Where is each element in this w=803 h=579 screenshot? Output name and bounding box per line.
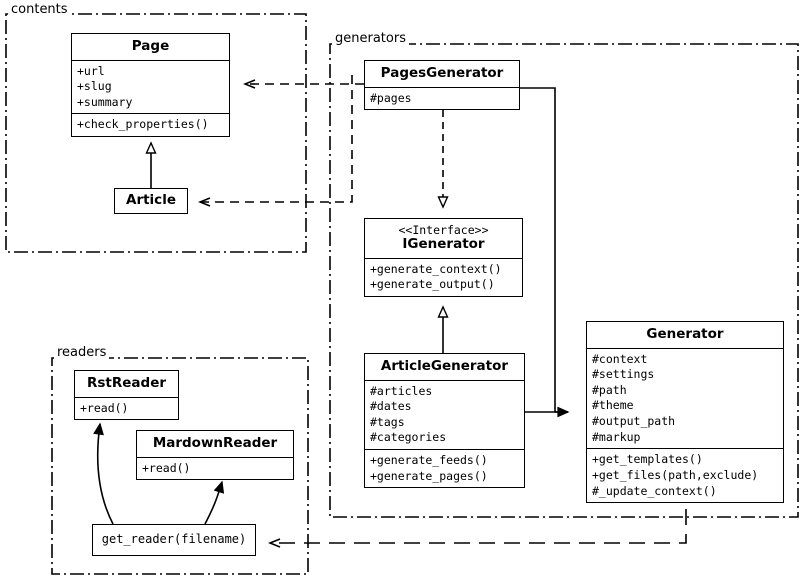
attribute-row: #pages	[370, 90, 412, 105]
attribute-row: #categories	[370, 430, 447, 445]
class-mardownreader[interactable]	[136, 430, 294, 480]
class-articlegenerator-methods	[365, 449, 524, 487]
class-igenerator-stereotype: <<Interface>>	[398, 223, 489, 237]
class-articlegenerator[interactable]	[364, 353, 525, 488]
class-articlegenerator-name: ArticleGenerator	[380, 358, 509, 374]
class-rstreader-name: RstReader	[86, 375, 167, 391]
class-generator-methods	[587, 448, 783, 502]
package-label-readers: readers	[54, 345, 109, 360]
package-label-generators: generators	[332, 31, 409, 46]
method-row: +generate_pages()	[370, 468, 488, 483]
class-igenerator-methods	[365, 258, 522, 296]
node-get-reader-label: get_reader(filename)	[101, 532, 247, 546]
class-page-methods	[72, 113, 229, 136]
method-row: +generate_output()	[370, 277, 495, 292]
method-row: +read()	[142, 460, 191, 475]
class-article[interactable]	[114, 188, 188, 214]
attribute-row: #output_path	[592, 414, 676, 429]
method-row: +check_properties()	[77, 117, 209, 132]
class-generator-attributes	[587, 348, 783, 449]
class-page[interactable]	[71, 33, 230, 137]
attribute-row: +summary	[77, 94, 133, 109]
package-label-contents: contents	[8, 2, 71, 17]
class-generator-name: Generator	[646, 326, 724, 342]
class-igenerator-label: IGenerator	[402, 236, 485, 253]
class-igenerator-name	[365, 219, 522, 258]
class-articlegenerator-attributes	[365, 380, 524, 450]
class-generator[interactable]	[586, 321, 784, 503]
class-pagesgenerator-attributes	[365, 87, 519, 110]
class-article-name: Article	[126, 192, 176, 208]
attribute-row: +slug	[77, 79, 112, 94]
method-row: +read()	[80, 400, 129, 415]
node-get-reader[interactable]	[92, 524, 256, 556]
class-page-name: Page	[131, 38, 170, 54]
attribute-row: #dates	[370, 399, 412, 414]
method-row: +get_files(path,exclude)	[592, 467, 759, 482]
attribute-row: #theme	[592, 398, 634, 413]
attribute-row: #settings	[592, 367, 655, 382]
class-pagesgenerator[interactable]	[364, 60, 520, 110]
class-rstreader[interactable]	[74, 370, 179, 420]
method-row: +generate_context()	[370, 261, 502, 276]
class-mardownreader-name: MardownReader	[152, 435, 278, 451]
attribute-row: #tags	[370, 414, 405, 429]
class-mardownreader-methods	[137, 457, 293, 480]
class-pagesgenerator-name: PagesGenerator	[380, 65, 504, 81]
class-igenerator[interactable]	[364, 218, 523, 297]
method-row: #_update_context()	[592, 483, 717, 498]
attribute-row: +url	[77, 63, 105, 78]
method-row: +get_templates()	[592, 452, 703, 467]
class-rstreader-methods	[75, 397, 178, 420]
attribute-row: #context	[592, 351, 648, 366]
attribute-row: #markup	[592, 429, 641, 444]
class-page-attributes	[72, 60, 229, 114]
attribute-row: #articles	[370, 383, 433, 398]
method-row: +generate_feeds()	[370, 453, 488, 468]
attribute-row: #path	[592, 382, 627, 397]
